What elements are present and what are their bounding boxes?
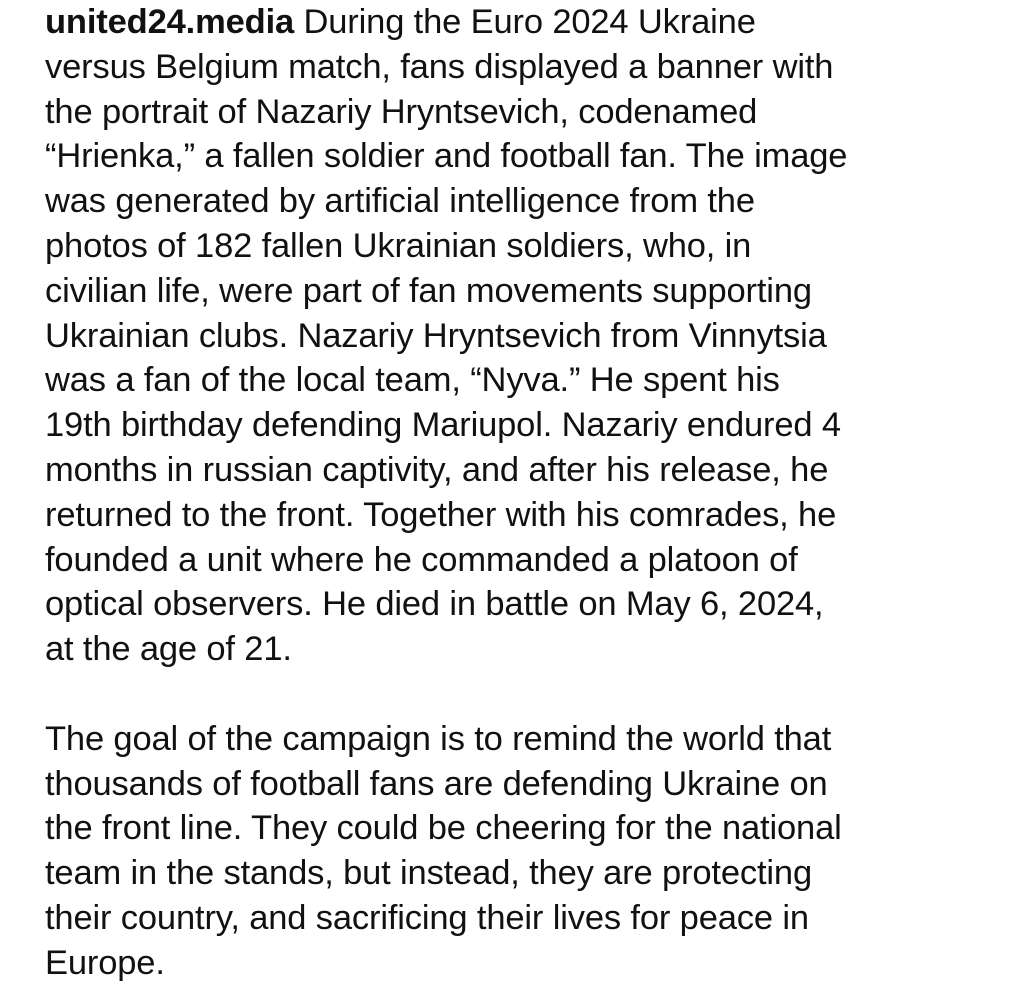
caption-line-1	[45, 0, 1010, 45]
caption-text: versus Belgium match, fans displayed a banner with	[45, 47, 834, 86]
caption-text: returned to the front. Together with his comrades, he	[45, 495, 837, 534]
caption-text: 19th birthday defending Mariupol. Nazariy endured 4	[45, 406, 841, 445]
paragraph-gap	[45, 672, 1010, 717]
caption-text: their country, and sacrificing their lives for peace in	[45, 898, 809, 937]
caption-text: thousands of football fans are defending Ukraine on	[45, 764, 828, 803]
caption-text: Ukrainian clubs. Nazariy Hryntsevich from Vinnytsia	[45, 316, 827, 355]
caption-text: was a fan of the local team, “Nyva.” He spent his	[45, 361, 780, 400]
caption-text: civilian life, were part of fan movements supporting	[45, 271, 812, 310]
caption-text: The goal of the campaign is to remind the world that	[45, 719, 832, 758]
caption-text: Europe.	[45, 943, 165, 982]
caption-text: During the Euro 2024 Ukraine	[294, 3, 756, 41]
caption-text: at the age of 21.	[45, 630, 292, 669]
username-link[interactable]: united24.media	[45, 3, 295, 41]
caption-text: optical observers. He died in battle on May 6, 2024,	[45, 585, 824, 624]
caption-text: the portrait of Nazariy Hryntsevich, codenamed	[45, 92, 758, 131]
caption-text: “Hrienka,” a fallen soldier and football fan. The image	[45, 137, 848, 176]
caption-text: was generated by artificial intelligence from the	[45, 182, 755, 221]
caption-text: team in the stands, but instead, they are protecting	[45, 854, 813, 893]
caption-text: founded a unit where he commanded a platoon of	[45, 540, 798, 579]
caption-text: months in russian captivity, and after his release, he	[45, 450, 829, 489]
post-caption	[45, 0, 1010, 986]
caption-text: photos of 182 fallen Ukrainian soldiers, who, in	[45, 226, 752, 265]
caption-text: the front line. They could be cheering for the national	[45, 809, 842, 848]
